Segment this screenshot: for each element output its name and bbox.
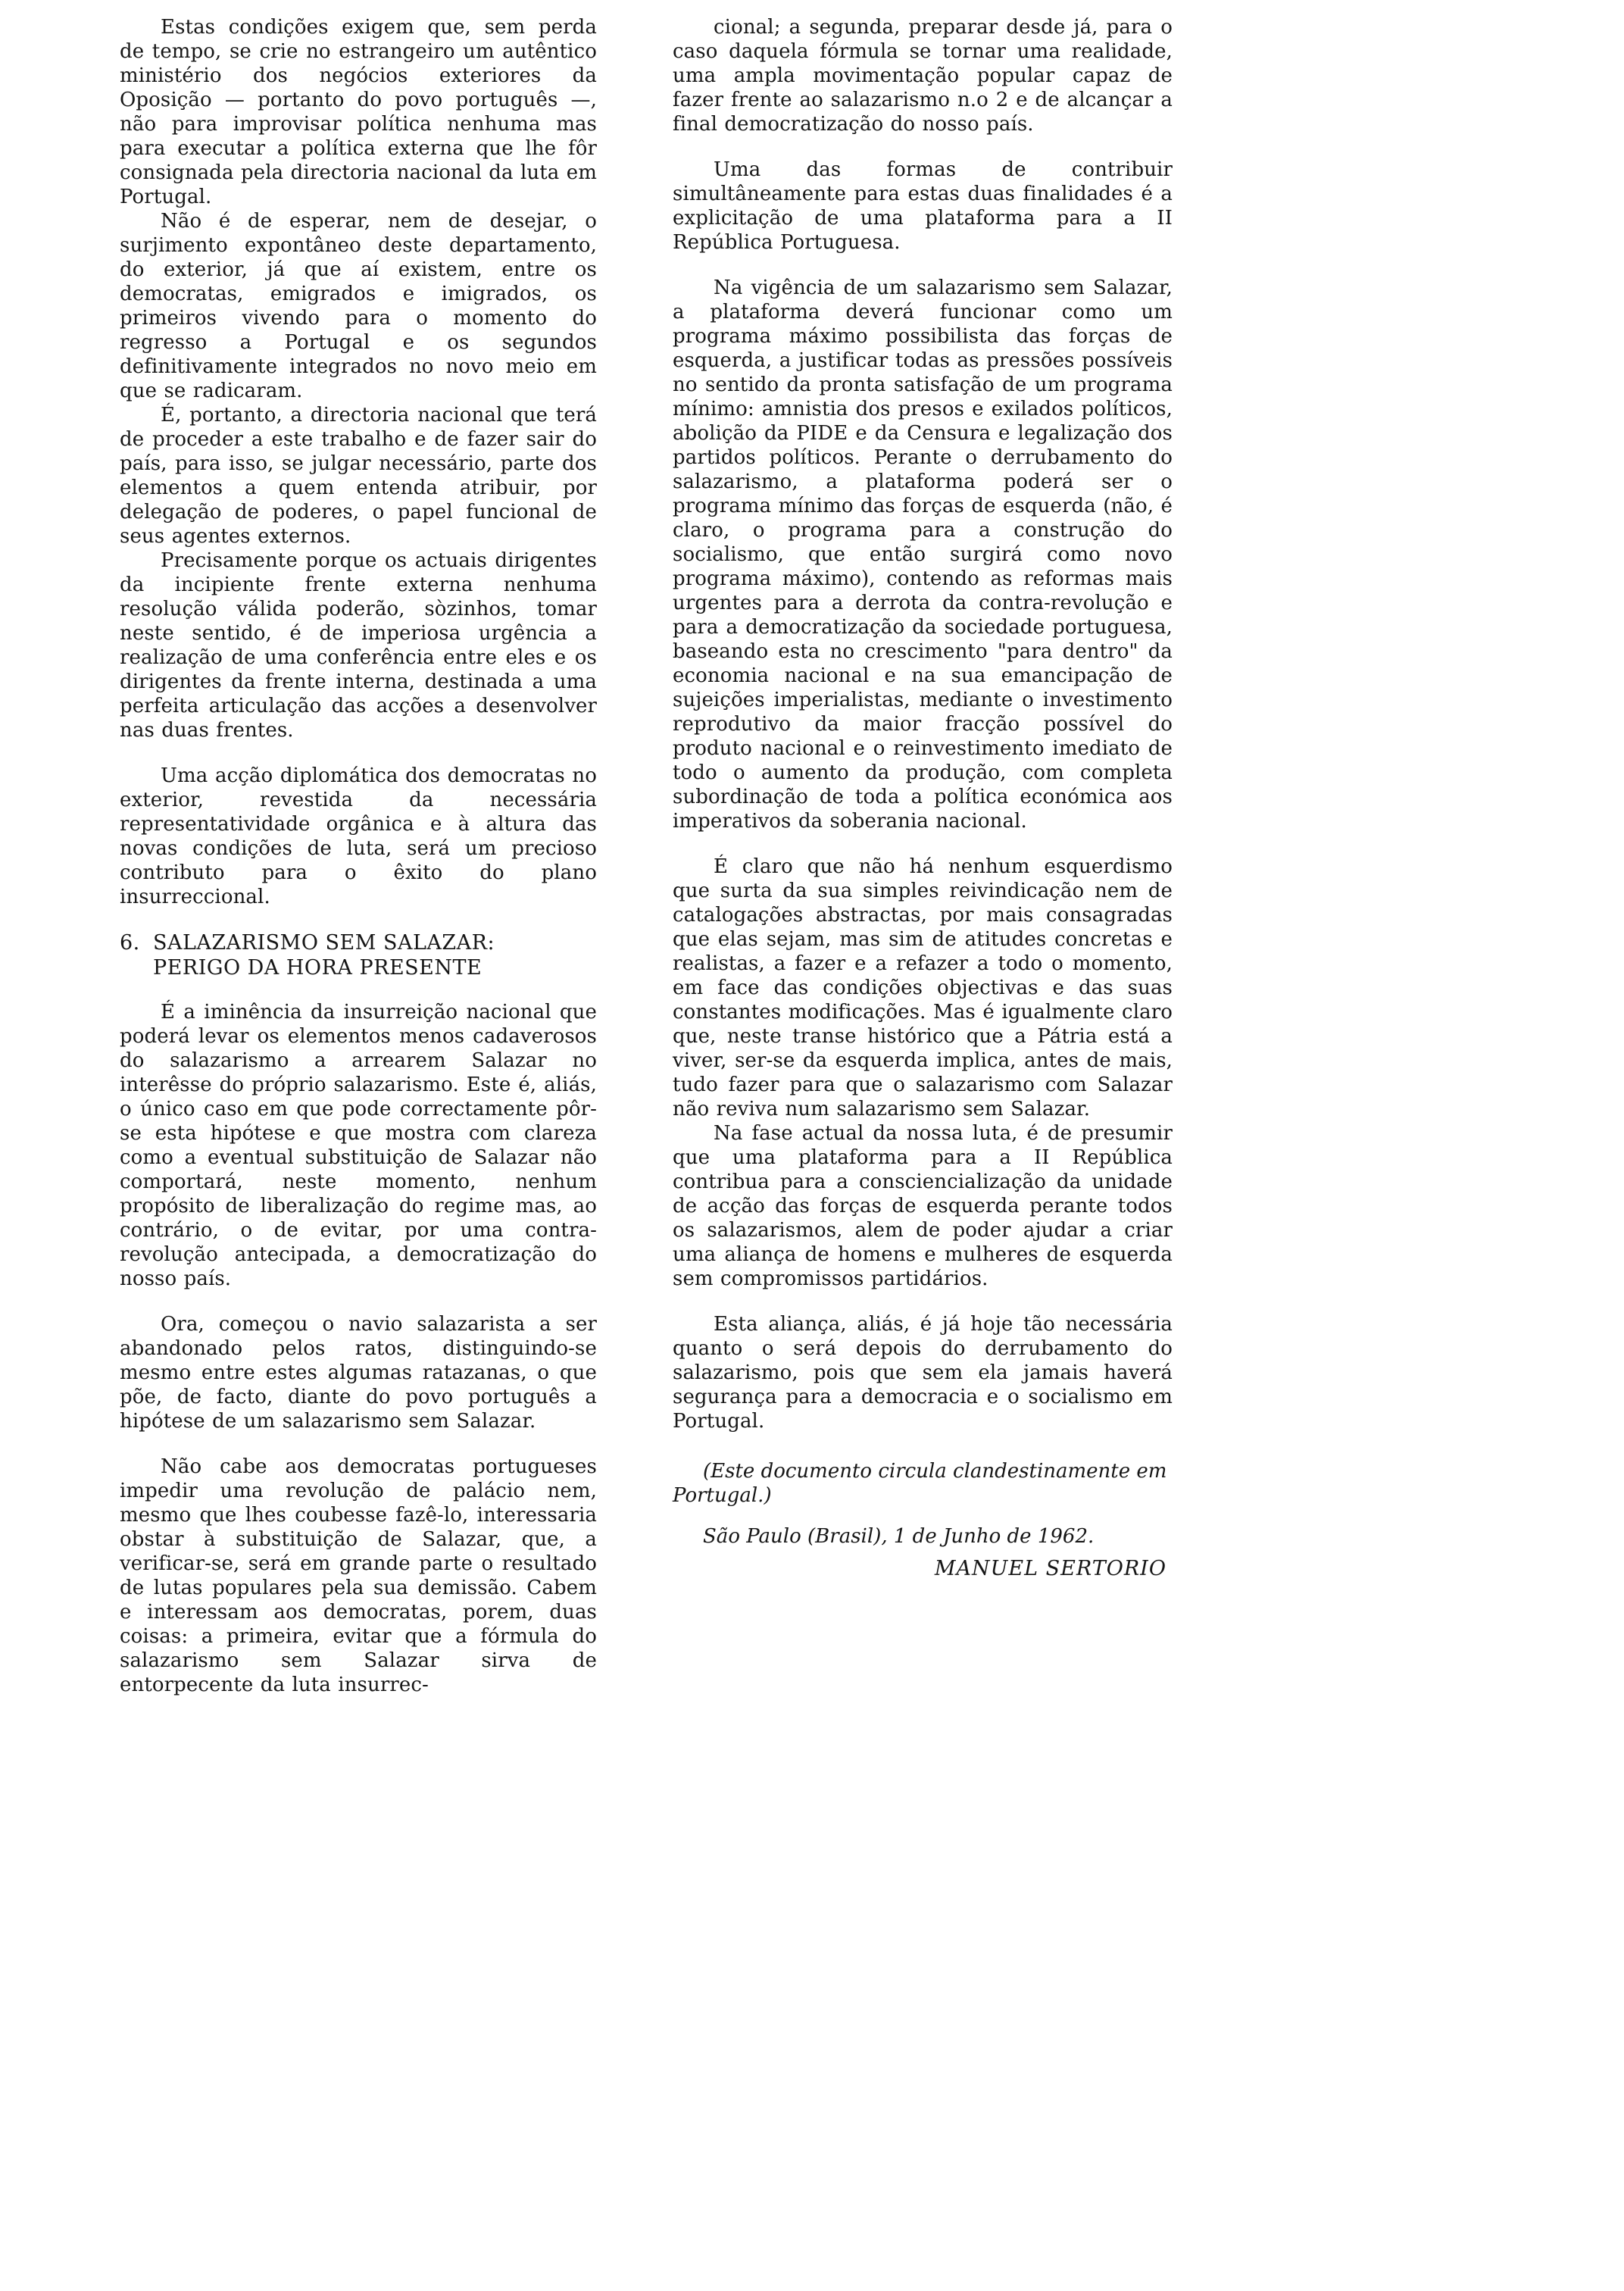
- place-and-date: São Paulo (Brasil), 1 de Junho de 1962.: [703, 1525, 1095, 1548]
- right-column: [673, 15, 1173, 1581]
- left-column: [120, 15, 597, 1697]
- paragraph: cional; a segunda, preparar desde já, para o caso daquela fórmula se tornar uma realidade, uma ampla movimentação popular capaz de fazer frente ao salazarismo n.o 2 e de alcançar a final democratização do nosso país.: [673, 16, 1173, 136]
- author-signature: MANUEL SERTORIO: [934, 1557, 1166, 1580]
- paragraph: Uma acção diplomática dos democratas no exterior, revestida da necessária representatividade orgânica e à altura das novas condições de luta, será um precioso contributo para o êxito do plano insurreccional.: [120, 764, 597, 908]
- paragraph: Ora, começou o navio salazarista a ser abandonado pelos ratos, distinguindo-se mesmo entre estes algumas ratazanas, o que põe, de facto, diante do povo português a hipótese de um salazarismo sem Salazar.: [120, 1313, 597, 1433]
- section-title-line-2: PERIGO DA HORA PRESENTE: [153, 956, 483, 980]
- clandestine-note: (Este documento circula clandestinamente em Portugal.): [673, 1460, 1167, 1507]
- paragraph: Na vigência de um salazarismo sem Salazar, a plataforma deverá funcionar como um programa máximo possibilista das forças de esquerda, a justificar todas as pressões possíveis no sentido da pronta satisfação de um programa mínimo: amnistia dos presos e exilados políticos, abolição da PIDE e da Censura e legalização dos partidos políticos. Perante o derrubamento do salazarismo, a plataforma poderá ser o programa mínimo das forças de esquerda (não, é claro, o programa para a construção do socialismo, que então surgirá como novo programa máximo), contendo as reformas mais urgentes para a derrota da contra-revolução e para a democratização da sociedade portuguesa, baseando esta no crescimento "para dentro" da economia nacional e na sua emancipação de sujeições imperialistas, mediante o investimento reprodutivo da maior fracção possível do produto nacional e o reinvestimento imediato de todo o aumento da produção, com completa subordinação de toda a política económica aos imperativos da soberania nacional.: [673, 277, 1173, 833]
- paragraph: Não é de esperar, nem de desejar, o surjimento expontâneo deste departamento, do exterior, já que aí existem, entre os democratas, emigrados e imigrados, os primeiros vivendo para o momento do regresso a Portugal e os segundos definitivamente integrados no novo meio em que se radicaram.: [120, 210, 597, 402]
- paragraph: É a iminência da insurreição nacional que poderá levar os elementos menos cadaverosos do salazarismo a arrearem Salazar no interêsse do próprio salazarismo. Este é, aliás, o único caso em que pode correctamente pôr-se esta hipótese e que mostra com clareza como a eventual substituição de Salazar não comportará, neste momento, nenhum propósito de liberalização do regime mas, ao contrário, o de evitar, por uma contra-revolução antecipada, a democratização do nosso país.: [120, 1001, 597, 1290]
- paragraph: Esta aliança, aliás, é já hoje tão necessária quanto o será depois do derrubamento do salazarismo, pois que sem ela jamais haverá segurança para a democracia e o socialismo em Portugal.: [673, 1313, 1173, 1433]
- paragraph: É, portanto, a directoria nacional que terá de proceder a este trabalho e de fazer sair do país, para isso, se julgar necessário, parte dos elementos a quem entenda atribuir, por delegação de poderes, o papel funcional de seus agentes externos.: [120, 404, 597, 548]
- paragraph: Uma das formas de contribuir simultâneamente para estas duas finalidades é a explicitação de uma plataforma para a II República Portuguesa.: [673, 158, 1173, 254]
- paragraph: Estas condições exigem que, sem perda de tempo, se crie no estrangeiro um autêntico ministério dos negócios exteriores da Oposição — portanto do povo português —, não para improvisar política nenhuma mas para executar a política externa que lhe fôr consignada pela directoria nacional da luta em Portugal.: [120, 16, 597, 208]
- paragraph: Não cabe aos democratas portugueses impedir uma revolução de palácio nem, mesmo que lhes coubesse fazê-lo, interessaria obstar à substituição de Salazar, que, a verificar-se, será em grande parte o resultado de lutas populares pela sua demissão. Cabem e interessam aos democratas, porem, duas coisas: a primeira, evitar que a fórmula do salazarismo sem Salazar sirva de entorpecente da luta insurrec-: [120, 1455, 597, 1696]
- section-heading: [120, 930, 597, 980]
- paragraph: Na fase actual da nossa luta, é de presumir que uma plataforma para a II República contribua para a consciencialização da unidade de acção das forças de esquerda perante todos os salazarismos, alem de poder ajudar a criar uma aliança de homens e mulheres de esquerda sem compromissos partidários.: [673, 1122, 1173, 1290]
- paragraph: É claro que não há nenhum esquerdismo que surta da sua simples reivindicação nem de catalogações abstractas, por mais consagradas que elas sejam, mas sim de atitudes concretas e realistas, a fazer e a refazer a todo o momento, em face das condições objectivas e das suas constantes modificações. Mas é igualmente claro que, neste transe histórico que a Pátria está a viver, ser-se da esquerda implica, antes de mais, tudo fazer para que o salazarismo com Salazar não reviva num salazarismo sem Salazar.: [673, 855, 1173, 1120]
- paragraph: Precisamente porque os actuais dirigentes da incipiente frente externa nenhuma resolução válida poderão, sòzinhos, tomar neste sentido, é de imperiosa urgência a realização de uma conferência entre eles e os dirigentes da frente interna, destinada a uma perfeita articulação das acções a desenvolver nas duas frentes.: [120, 549, 597, 742]
- section-title-line-1: SALAZARISMO SEM SALAZAR:: [153, 931, 495, 955]
- section-number: 6.: [120, 931, 140, 955]
